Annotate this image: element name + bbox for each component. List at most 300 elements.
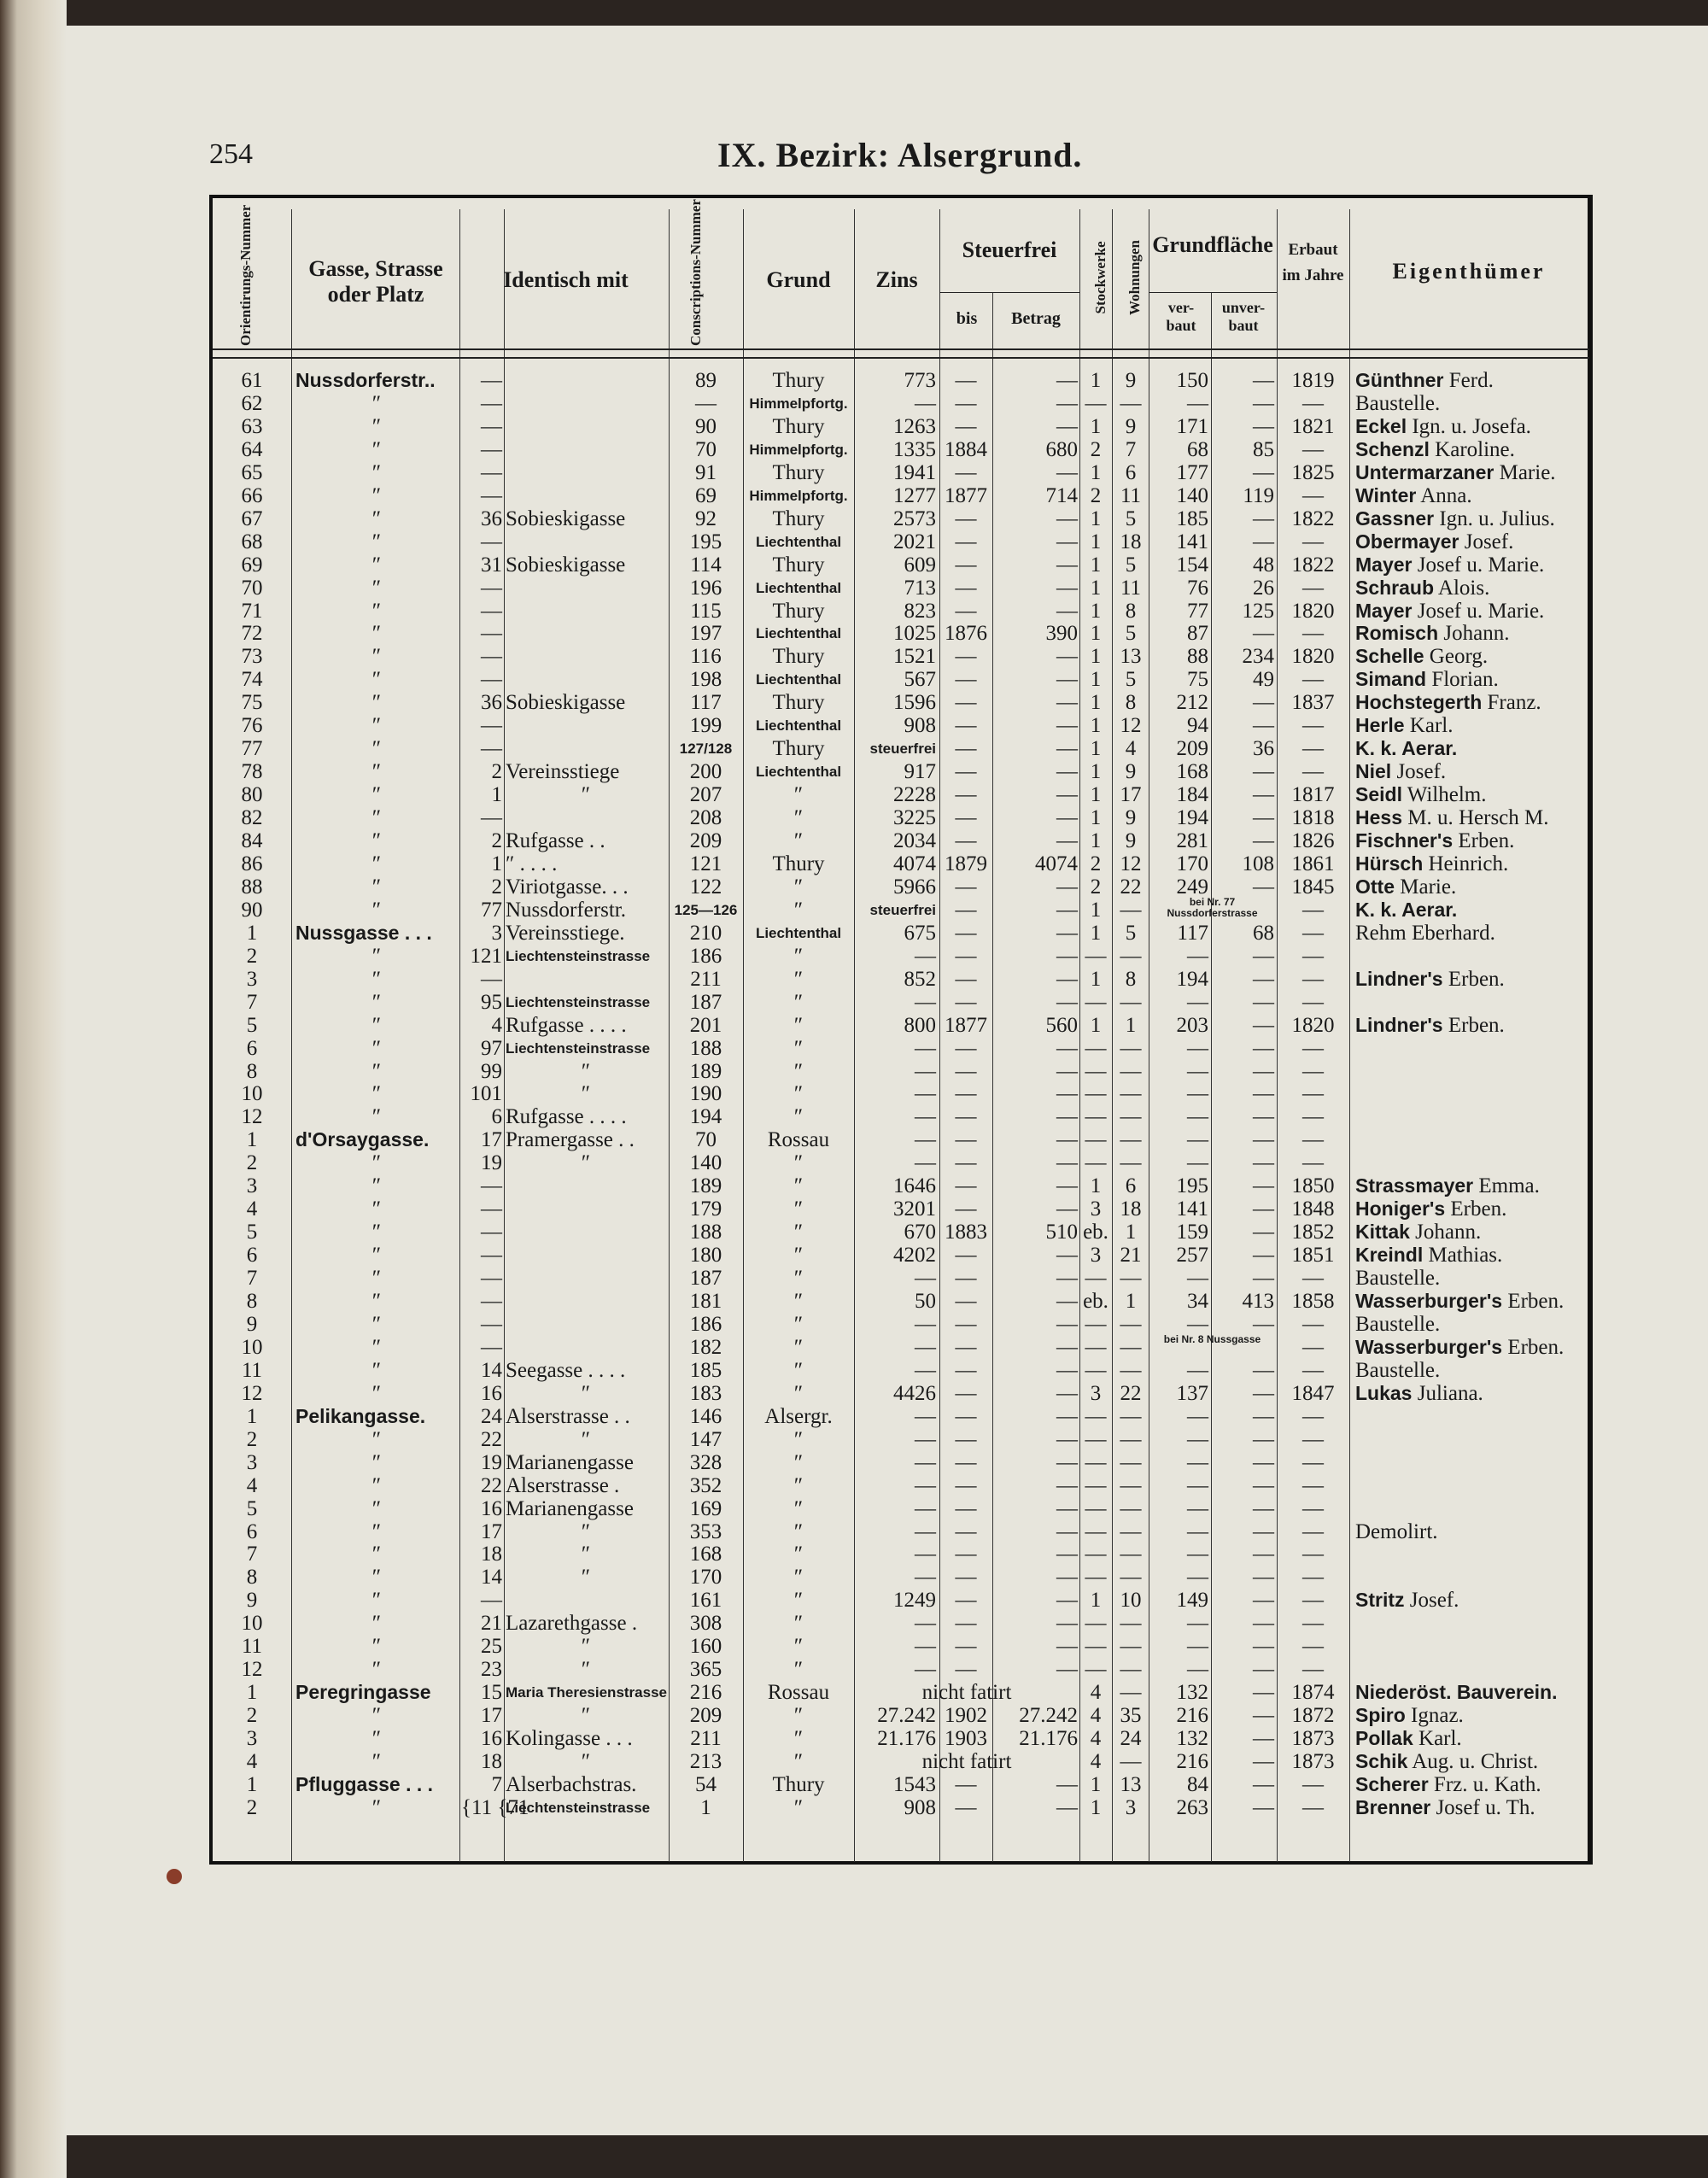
owner-surname: Brenner	[1355, 1795, 1431, 1818]
cell-st: —	[1085, 1635, 1107, 1659]
cell-wo: 13	[1120, 645, 1142, 669]
cell-e: —	[1302, 1335, 1324, 1359]
cell-eigenthuemer	[1355, 507, 1586, 530]
owner-rest: Josef u. Marie.	[1412, 553, 1545, 577]
cell-c: 188	[689, 1036, 722, 1060]
cell-o: 63	[241, 414, 263, 438]
cell-bis: —	[955, 1543, 977, 1566]
cell-gr: Thury	[772, 599, 825, 623]
cell-st: 2	[1090, 875, 1102, 899]
owner-surname: K. k. Aerar.	[1355, 737, 1458, 760]
cell-e: —	[1302, 391, 1324, 415]
cell-c: 116	[690, 645, 722, 669]
cell-g: ″	[371, 967, 382, 991]
cell-it: ″	[581, 1750, 591, 1773]
cell-bet: —	[1056, 506, 1078, 530]
cell-in: 16	[481, 1727, 502, 1751]
cell-bis: —	[955, 1772, 977, 1796]
cell-wo: 8	[1125, 691, 1137, 715]
cell-u: —	[1253, 1197, 1274, 1221]
cell-st: 2	[1090, 483, 1102, 507]
cell-z: 4074	[893, 852, 936, 875]
cell-c: 91	[695, 460, 717, 484]
cell-z: —	[915, 1543, 936, 1566]
cell-wo: 9	[1125, 806, 1137, 830]
owner-rest: Ign. u. Josefa.	[1407, 414, 1531, 438]
steuerfrei-subline	[939, 292, 1079, 293]
cell-v: 263	[1176, 1795, 1208, 1819]
owner-surname: Hess	[1355, 806, 1402, 829]
cell-eigenthuemer	[1355, 1105, 1586, 1128]
cell-z: 567	[904, 668, 936, 692]
cell-o: 8	[246, 1059, 258, 1083]
cell-wo: 5	[1125, 506, 1137, 530]
cell-in: 15	[481, 1681, 502, 1705]
cell-eigenthuemer	[1355, 1543, 1586, 1566]
cell-g: ″	[371, 668, 382, 692]
cell-e: —	[1302, 737, 1324, 761]
cell-u: —	[1253, 1358, 1274, 1382]
cell-g: ″	[371, 1267, 382, 1291]
cell-c: 213	[689, 1750, 722, 1773]
cell-wo: 22	[1120, 1381, 1142, 1405]
cell-e: —	[1302, 921, 1324, 945]
cell-g: ″	[371, 1082, 382, 1106]
cell-e: —	[1302, 760, 1324, 784]
cell-o: 1	[246, 1128, 258, 1152]
cell-gr: Liechtenthal	[755, 579, 842, 596]
cell-in: 36	[481, 691, 502, 715]
header-verbaut: ver-baut	[1166, 299, 1196, 334]
cell-u: —	[1253, 1221, 1274, 1244]
cell-u: —	[1253, 806, 1274, 830]
cell-e: —	[1302, 1312, 1324, 1336]
owner-rest: Johann.	[1438, 622, 1510, 646]
cell-it	[506, 968, 666, 991]
cell-o: 66	[241, 483, 263, 507]
cell-e: —	[1302, 1059, 1324, 1083]
cell-bet: —	[1056, 1290, 1078, 1313]
cell-v: —	[1187, 1082, 1208, 1106]
cell-bet: —	[1056, 1566, 1078, 1590]
cell-u: —	[1253, 1381, 1274, 1405]
cell-in: —	[481, 483, 502, 507]
cell-u: —	[1253, 1013, 1274, 1037]
cell-wo: —	[1120, 944, 1142, 968]
cell-c: 201	[689, 1013, 722, 1037]
cell-gr: Himmelpfortg.	[749, 395, 848, 412]
cell-it: Vereinsstiege.	[506, 921, 625, 945]
cell-u: —	[1253, 1404, 1274, 1428]
cell-e: —	[1302, 990, 1324, 1014]
cell-o: 10	[241, 1082, 263, 1106]
cell-bis: —	[955, 1059, 977, 1083]
cell-wo: —	[1120, 1404, 1142, 1428]
cell-g: ″	[371, 1750, 382, 1773]
cell-wo: 5	[1125, 622, 1137, 646]
cell-gr: Thury	[772, 460, 825, 484]
cell-verbaut-note: bei Nr. 8 Nussgasse	[1163, 1332, 1261, 1345]
cell-e: 1822	[1291, 553, 1335, 577]
cell-e: 1817	[1291, 783, 1335, 807]
cell-eigenthuemer	[1355, 369, 1586, 392]
col-line	[504, 209, 505, 1862]
cell-bis: —	[955, 921, 977, 945]
cell-it: ″	[581, 1658, 591, 1682]
owner-rest: Karoline.	[1429, 437, 1515, 461]
cell-bet: —	[1056, 1450, 1078, 1474]
cell-z: 773	[904, 369, 936, 392]
cell-z: —	[915, 1566, 936, 1590]
cell-o: 71	[241, 599, 263, 623]
cell-z: 1335	[893, 437, 936, 461]
cell-wo: —	[1120, 1635, 1142, 1659]
cell-c: 196	[689, 576, 722, 600]
cell-wo: 4	[1125, 737, 1137, 761]
cell-bis: —	[955, 1612, 977, 1636]
cell-wo: 9	[1125, 829, 1137, 852]
cell-st: 1	[1090, 460, 1102, 484]
cell-eigenthuemer	[1355, 1174, 1586, 1197]
cell-bet: —	[1056, 714, 1078, 738]
cell-bis: —	[955, 1404, 977, 1428]
cell-g: ″	[371, 622, 382, 646]
cell-v: 195	[1176, 1174, 1208, 1198]
cell-e: —	[1302, 1358, 1324, 1382]
cell-st: —	[1085, 1566, 1107, 1590]
cell-it: ″	[581, 1427, 591, 1451]
cell-g: ″	[371, 576, 382, 600]
cell-c: 161	[689, 1589, 722, 1613]
owner-surname: Lindner's	[1355, 1013, 1443, 1036]
cell-g: Pelikangasse.	[295, 1404, 426, 1427]
cell-bet: —	[1056, 645, 1078, 669]
cell-it: ″	[581, 1151, 591, 1175]
cell-eigenthuemer	[1355, 991, 1586, 1014]
cell-c: 122	[689, 875, 722, 899]
cell-bis: —	[955, 530, 977, 553]
cell-o: 1	[246, 1772, 258, 1796]
owner-rest: Erben.	[1502, 1290, 1565, 1313]
cell-st: —	[1085, 1427, 1107, 1451]
cell-bet: —	[1056, 898, 1078, 922]
cell-z: 1025	[893, 622, 936, 646]
cell-in: —	[481, 1174, 502, 1198]
owner-rest: Ign. u. Julius.	[1434, 506, 1555, 530]
header-stockwerke: Stockwerke	[1092, 241, 1108, 314]
cell-z: —	[915, 944, 936, 968]
cell-u: 125	[1242, 599, 1274, 623]
owner-surname: Romisch	[1355, 622, 1439, 645]
cell-v: —	[1187, 391, 1208, 415]
cell-st: —	[1085, 1082, 1107, 1106]
cell-it	[506, 1244, 666, 1267]
header-wohnungen: Wohnungen	[1126, 240, 1143, 315]
cell-c: 146	[689, 1404, 722, 1428]
cell-o: 8	[246, 1290, 258, 1313]
cell-eigenthuemer	[1355, 1451, 1586, 1474]
cell-u: —	[1253, 1635, 1274, 1659]
cell-in: 6	[491, 1105, 502, 1129]
book-top-edge	[0, 0, 1708, 26]
owner-rest: Johann.	[1409, 1221, 1482, 1244]
cell-e: —	[1302, 1473, 1324, 1497]
cell-v: —	[1187, 1658, 1208, 1682]
cell-c: 170	[689, 1566, 722, 1590]
cell-bet: —	[1056, 1335, 1078, 1359]
cell-g: ″	[371, 852, 382, 875]
cell-wo: —	[1120, 1681, 1142, 1705]
cell-z: —	[915, 1335, 936, 1359]
cell-c: 115	[690, 599, 722, 623]
cell-it: ″	[581, 1519, 591, 1543]
cell-e: —	[1302, 1105, 1324, 1129]
cell-e: 1861	[1291, 852, 1335, 875]
cell-g: ″	[371, 1704, 382, 1728]
cell-in: 36	[481, 506, 502, 530]
cell-it	[506, 1221, 666, 1244]
cell-gr: ″	[793, 783, 804, 807]
cell-it: Sobieskigasse	[506, 691, 626, 715]
cell-eigenthuemer	[1355, 829, 1586, 852]
cell-bis: —	[955, 737, 977, 761]
cell-gr: ″	[793, 1267, 804, 1291]
owner-surname: Fischner's	[1355, 829, 1454, 852]
cell-v: 132	[1176, 1727, 1208, 1751]
cell-u: —	[1253, 1174, 1274, 1198]
cell-it	[506, 1313, 666, 1336]
cell-eigenthuemer	[1355, 1290, 1586, 1313]
cell-bet: —	[1056, 1635, 1078, 1659]
cell-st: —	[1085, 1128, 1107, 1152]
cell-o: 10	[241, 1612, 263, 1636]
cell-in: —	[481, 622, 502, 646]
cell-o: 67	[241, 506, 263, 530]
cell-in: 77	[481, 898, 502, 922]
owner-surname: Lukas	[1355, 1381, 1413, 1404]
cell-gr: ″	[793, 1795, 804, 1819]
cell-it: ″ . . . .	[506, 852, 558, 875]
cell-e: —	[1302, 1658, 1324, 1682]
cell-v: —	[1187, 1059, 1208, 1083]
owner-rest: Karl.	[1404, 714, 1454, 738]
cell-bis: —	[955, 1036, 977, 1060]
cell-z: steuerfrei	[869, 901, 936, 918]
cell-g: ″	[371, 1197, 382, 1221]
owner-rest: Rehm Eberhard.	[1355, 921, 1495, 945]
cell-z: —	[915, 1358, 936, 1382]
cell-o: 72	[241, 622, 263, 646]
header-gasse: Gasse, Strasse oder Platz	[308, 256, 443, 307]
cell-bet: —	[1056, 921, 1078, 945]
cell-c: 140	[689, 1151, 722, 1175]
cell-v: 170	[1176, 852, 1208, 875]
cell-it: ″	[581, 1566, 591, 1590]
cell-eigenthuemer	[1355, 577, 1586, 600]
cell-eigenthuemer	[1355, 438, 1586, 461]
owner-surname: Mayer	[1355, 553, 1413, 576]
cell-eigenthuemer	[1355, 1474, 1586, 1497]
cell-wo: —	[1120, 1612, 1142, 1636]
cell-v: 159	[1176, 1221, 1208, 1244]
cell-it: Maria Theresienstrasse	[506, 1684, 667, 1701]
cell-v: —	[1187, 944, 1208, 968]
ink-blot	[167, 1869, 182, 1884]
cell-in: 7	[491, 1772, 502, 1796]
cell-wo: —	[1120, 1658, 1142, 1682]
cell-u: —	[1253, 1704, 1274, 1728]
cell-bis: —	[955, 1381, 977, 1405]
col-line	[743, 209, 744, 1862]
header-steuerfrei-betrag: Betrag	[1011, 309, 1061, 328]
cell-bet: —	[1056, 1105, 1078, 1129]
cell-e: —	[1302, 1635, 1324, 1659]
cell-eigenthuemer	[1355, 622, 1586, 645]
cell-in: 2	[491, 875, 502, 899]
cell-z: —	[915, 1635, 936, 1659]
cell-st: —	[1085, 944, 1107, 968]
cell-in: 1	[491, 783, 502, 807]
cell-z: —	[915, 1450, 936, 1474]
cell-gr: Liechtenthal	[755, 764, 842, 781]
cell-wo: —	[1120, 990, 1142, 1014]
cell-u: —	[1253, 714, 1274, 738]
cell-z: 3201	[893, 1197, 936, 1221]
cell-c: 209	[689, 829, 722, 852]
cell-v: 216	[1176, 1750, 1208, 1773]
owner-surname: Otte	[1355, 875, 1395, 898]
cell-o: 69	[241, 553, 263, 577]
cell-u: 26	[1253, 576, 1274, 600]
cell-c: 189	[689, 1059, 722, 1083]
cell-o: 76	[241, 714, 263, 738]
cell-in: 25	[481, 1635, 502, 1659]
cell-bet: 714	[1045, 483, 1078, 507]
cell-bet: —	[1056, 1244, 1078, 1268]
cell-o: 12	[241, 1658, 263, 1682]
cell-v: 168	[1176, 760, 1208, 784]
cell-e: 1874	[1291, 1681, 1335, 1705]
cell-bet: —	[1056, 1543, 1078, 1566]
cell-in: 19	[481, 1151, 502, 1175]
cell-st: 2	[1090, 437, 1102, 461]
cell-c: 187	[689, 990, 722, 1014]
cell-g: ″	[371, 530, 382, 553]
cell-v: 194	[1176, 806, 1208, 830]
cell-c: 211	[690, 1727, 722, 1751]
owner-surname: Untermarzaner	[1355, 460, 1494, 483]
cell-wo: 12	[1120, 852, 1142, 875]
cell-in: —	[481, 414, 502, 438]
cell-eigenthuemer	[1355, 737, 1586, 760]
owner-rest: Baustelle.	[1355, 1358, 1441, 1382]
cell-it	[506, 415, 666, 438]
cell-gr: ″	[793, 1244, 804, 1268]
cell-c: 216	[689, 1681, 722, 1705]
cell-v: —	[1187, 1128, 1208, 1152]
cell-bet: —	[1056, 1427, 1078, 1451]
cell-bis: 1884	[945, 437, 987, 461]
cell-it	[506, 577, 666, 600]
cell-o: 5	[246, 1013, 258, 1037]
cell-wo: —	[1120, 1082, 1142, 1106]
cell-wo: —	[1120, 1750, 1142, 1773]
cell-wo: —	[1120, 1312, 1142, 1336]
cell-eigenthuemer	[1355, 1405, 1586, 1428]
cell-in: 22	[481, 1427, 502, 1451]
cell-gr: ″	[793, 1519, 804, 1543]
cell-wo: —	[1120, 1566, 1142, 1590]
cell-it: Alserstrasse .	[506, 1473, 620, 1497]
cell-c: 54	[695, 1772, 717, 1796]
cell-bet: —	[1056, 875, 1078, 899]
cell-st: —	[1085, 1543, 1107, 1566]
cell-gr: ″	[793, 1197, 804, 1221]
cell-g: Nussgasse . . .	[295, 921, 432, 944]
col-line	[459, 209, 460, 1862]
cell-u: —	[1253, 1772, 1274, 1796]
col-line	[1112, 209, 1113, 1862]
cell-g: ″	[371, 783, 382, 807]
cell-gr: ″	[793, 1013, 804, 1037]
cell-o: 10	[241, 1335, 263, 1359]
cell-gr: Rossau	[767, 1128, 830, 1152]
owner-surname: Stritz	[1355, 1589, 1405, 1612]
cell-z: 5966	[893, 875, 936, 899]
cell-u: —	[1253, 1750, 1274, 1773]
owner-surname: Simand	[1355, 668, 1427, 691]
cell-wo: 1	[1125, 1221, 1137, 1244]
cell-c: 180	[689, 1244, 722, 1268]
cell-bis: —	[955, 783, 977, 807]
cell-e: —	[1302, 1772, 1324, 1796]
owner-surname: Scherer	[1355, 1772, 1429, 1795]
owner-rest: Georg.	[1424, 645, 1489, 669]
cell-eigenthuemer	[1355, 968, 1586, 991]
cell-e: —	[1302, 437, 1324, 461]
cell-e: 1820	[1291, 1013, 1335, 1037]
cell-eigenthuemer	[1355, 806, 1586, 829]
cell-z: 4426	[893, 1381, 936, 1405]
owner-rest: Ferd.	[1443, 369, 1494, 392]
cell-c: 121	[689, 852, 722, 875]
cell-wo: 1	[1125, 1013, 1137, 1037]
cell-e: 1837	[1291, 691, 1335, 715]
cell-it: Seegasse . . . .	[506, 1358, 626, 1382]
cell-e: —	[1302, 1427, 1324, 1451]
cell-u: —	[1253, 1036, 1274, 1060]
cell-verbaut-note: bei Nr. 77 Nussdorferstrasse	[1167, 895, 1258, 919]
cell-u: —	[1253, 829, 1274, 852]
cell-bis: —	[955, 506, 977, 530]
cell-z: 2021	[893, 530, 936, 553]
cell-z: 50	[915, 1290, 936, 1313]
cell-gr: Thury	[772, 737, 825, 761]
cell-e: —	[1302, 898, 1324, 922]
cell-c: 198	[689, 668, 722, 692]
owner-rest: Juliana.	[1412, 1381, 1483, 1405]
owner-surname: Herle	[1355, 714, 1405, 737]
cell-bis: —	[955, 898, 977, 922]
cell-g: ″	[371, 645, 382, 669]
cell-gr: Thury	[772, 852, 825, 875]
cell-v: 194	[1176, 967, 1208, 991]
cell-c: 208	[689, 806, 722, 830]
cell-o: 4	[246, 1750, 258, 1773]
cell-u: —	[1253, 1473, 1274, 1497]
cell-bis: —	[955, 1589, 977, 1613]
cell-eigenthuemer	[1355, 1244, 1586, 1267]
